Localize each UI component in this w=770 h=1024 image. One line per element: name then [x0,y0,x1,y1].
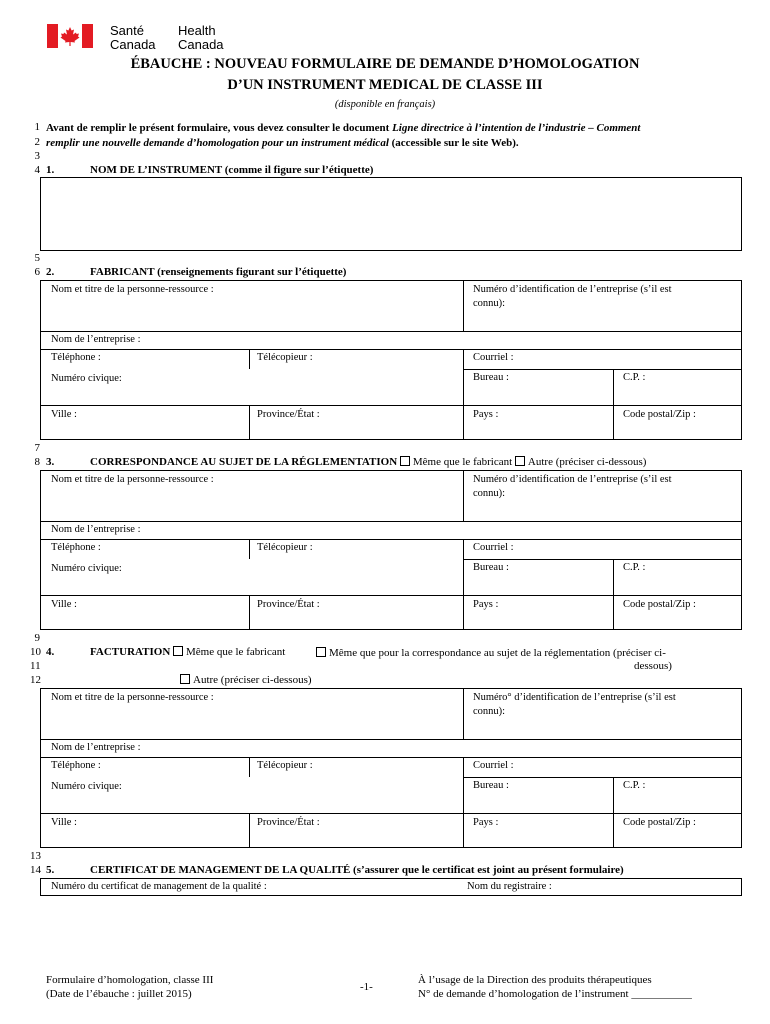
option-billing-same-as-correspondence: Même que pour la correspondance au sujet de la réglementation (préciser ci- [329,647,666,659]
fax-field[interactable]: Télécopieur : [257,760,313,771]
office-field[interactable]: Bureau : [473,372,509,383]
postal-code-field[interactable]: Code postal/Zip : [623,599,696,610]
intro-text: Avant de remplir le présent formulaire, vous devez consulter le document [46,122,393,134]
title-line2: D’UN INSTRUMENT MEDICAL DE CLASSE III [227,77,543,93]
option-billing-same-as-manufacturer: Même que le fabricant [186,646,286,658]
option-billing-same-as-correspondence-wrap [316,646,696,660]
fax-field[interactable]: Télécopieur : [257,542,313,553]
line-number: 13 [30,850,41,862]
intro-guideline-title: Ligne directrice à l’intention de l’industrie – Comment [392,122,641,134]
office-field[interactable]: Bureau : [473,780,509,791]
office-field[interactable]: Bureau : [473,562,509,573]
line-number: 9 [34,632,40,644]
line-number: 7 [34,442,40,454]
civic-number-field[interactable]: Numéro civique: [51,781,122,792]
section4-title: FACTURATION [90,646,171,658]
line-number: 8 [34,456,40,468]
intro-text-end: (accessible sur le site Web). [388,137,519,149]
manufacturer-table [40,280,742,440]
checkbox-other[interactable] [515,456,525,466]
contact-field[interactable]: Nom et titre de la personne-ressource : [51,284,214,295]
section2-number: 2. [46,266,55,278]
option-billing-other-wrap [180,674,312,686]
po-box-field[interactable]: C.P. : [623,562,646,573]
checkbox-same-as-manufacturer[interactable] [400,456,410,466]
footer-form-name: Formulaire d’homologation, classe III [46,974,214,986]
logo-en [178,24,224,52]
page-number: -1- [360,981,373,993]
line-number: 3 [34,150,40,162]
line-number: 12 [30,674,41,686]
company-name-field[interactable]: Nom de l’entreprise : [51,334,141,345]
footer-right [418,973,692,1001]
logo-en-line2: Canada [178,37,224,52]
section1-number: 1. [46,164,55,176]
option-billing-other: Autre (préciser ci-dessous) [193,674,312,686]
po-box-field[interactable]: C.P. : [623,372,646,383]
country-field[interactable]: Pays : [473,817,499,828]
subtitle: (disponible en français) [334,99,436,110]
footer-left [46,973,213,1001]
postal-code-field[interactable]: Code postal/Zip : [623,409,696,420]
country-field[interactable]: Pays : [473,599,499,610]
line-number: 1 [34,121,40,133]
company-id-label: Numéro° d’identification de l’entreprise (s’il est [473,692,676,703]
logo-en-line1: Health [178,23,216,38]
company-id-label-cont: connu): [473,488,506,499]
quality-certificate-row [40,878,742,896]
civic-number-field[interactable]: Numéro civique: [51,563,122,574]
billing-table [40,688,742,848]
city-field[interactable]: Ville : [51,409,77,420]
company-name-field[interactable]: Nom de l’entreprise : [51,742,141,753]
phone-field[interactable]: Téléphone : [51,760,101,771]
country-field[interactable]: Pays : [473,409,499,420]
footer-draft-date: (Date de l’ébauche : juillet 2015) [46,988,192,1000]
instrument-name-field[interactable] [40,177,742,251]
section5-title: CERTIFICAT DE MANAGEMENT DE LA QUALITÉ (s’assurer que le certificat est joint au présent formulaire) [90,864,624,876]
line-number: 4 [34,164,40,176]
logo-fr-line1: Santé [110,23,144,38]
company-id-label: Numéro d’identification de l’entreprise (s’il est [473,474,672,485]
footer-application-number: N° de demande d’homologation de l’instrument ___________ [418,988,692,1000]
city-field[interactable]: Ville : [51,599,77,610]
company-id-label-cont: connu): [473,298,506,309]
section3-title: CORRESPONDANCE AU SUJET DE LA RÉGLEMENTATION [90,456,398,468]
contact-field[interactable]: Nom et titre de la personne-ressource : [51,692,214,703]
company-id-label-cont: connu): [473,706,506,717]
footer-office-use: À l’usage de la Direction des produits thérapeutiques [418,974,652,986]
line-number: 11 [30,660,41,672]
line-number: 14 [30,864,41,876]
company-id-label: Numéro d’identification de l’entreprise (s’il est [473,284,672,295]
option-other: Autre (préciser ci-dessous) [527,456,647,468]
checkbox-billing-same-as-correspondence[interactable] [316,647,326,657]
postal-code-field[interactable]: Code postal/Zip : [623,817,696,828]
line-number: 10 [30,646,41,658]
canada-flag-icon [47,24,93,48]
logo-fr-line2: Canada [110,37,156,52]
logo-fr [110,24,156,52]
email-field[interactable]: Courriel : [473,542,514,553]
line-number: 5 [34,252,40,264]
registrar-name-field[interactable]: Nom du registraire : [467,881,552,892]
line-number: 6 [34,266,40,278]
line-number: 2 [34,136,40,148]
intro-guideline-title-cont: remplir une nouvelle demande d’homologation pour un instrument médical [46,137,389,149]
phone-field[interactable]: Téléphone : [51,352,101,363]
certificate-number-field[interactable]: Numéro du certificat de management de la qualité : [51,881,267,892]
fax-field[interactable]: Télécopieur : [257,352,313,363]
section4-number: 4. [46,646,55,658]
option-same-as-manufacturer: Même que le fabricant [412,456,513,468]
regulatory-correspondence-table [40,470,742,630]
option-billing-same-as-correspondence-cont: dessous) [634,660,672,672]
section3-number: 3. [46,456,55,468]
email-field[interactable]: Courriel : [473,352,514,363]
intro-paragraph [46,121,746,151]
checkbox-billing-same-as-manufacturer[interactable] [173,646,183,656]
phone-field[interactable]: Téléphone : [51,542,101,553]
company-id-field[interactable] [473,473,672,501]
checkbox-billing-other[interactable] [180,674,190,684]
section2-title: FABRICANT (renseignements figurant sur l’étiquette) [90,266,347,278]
section5-number: 5. [46,864,55,876]
province-field[interactable]: Province/État : [257,817,320,828]
section1-title: NOM DE L’INSTRUMENT (comme il figure sur l’étiquette) [90,164,374,176]
province-field[interactable]: Province/État : [257,599,320,610]
company-id-field[interactable] [473,283,672,311]
city-field[interactable]: Ville : [51,817,77,828]
po-box-field[interactable]: C.P. : [623,780,646,791]
section4-header [90,646,285,658]
company-name-field[interactable]: Nom de l’entreprise : [51,524,141,535]
civic-number-field[interactable]: Numéro civique: [51,373,122,384]
company-id-field[interactable] [473,691,676,719]
title-line1: ÉBAUCHE : NOUVEAU FORMULAIRE DE DEMANDE D’HOMOLOGATION [130,56,640,72]
section3-header [90,456,646,468]
email-field[interactable]: Courriel : [473,760,514,771]
contact-field[interactable]: Nom et titre de la personne-ressource : [51,474,214,485]
province-field[interactable]: Province/État : [257,409,320,420]
